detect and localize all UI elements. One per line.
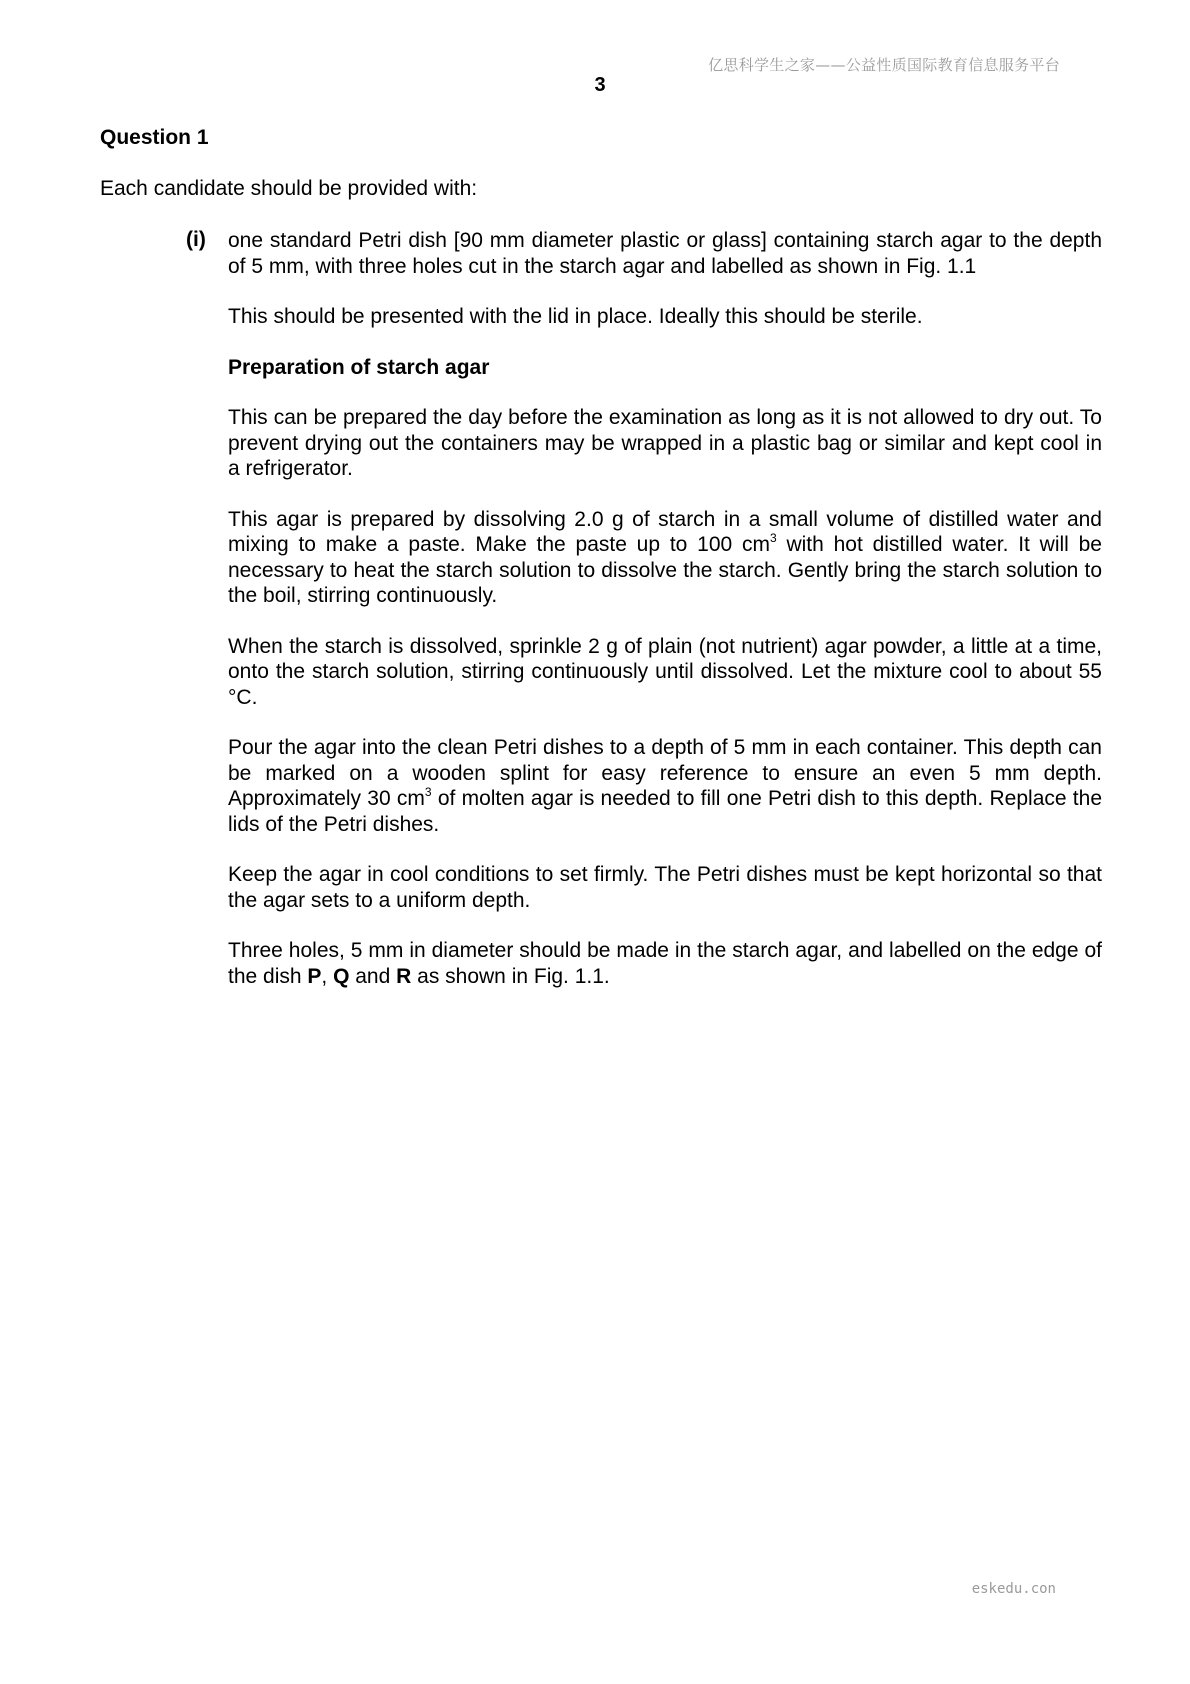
- paragraph-pour: Pour the agar into the clean Petri dishes to a depth of 5 mm in each container. This depth can be marked on a wooden splint for easy reference to ensure an even 5 mm depth. Approximately 30 $cm^3$ of molten agar is needed to fill one Petri dish to this depth. Replace the lids of the Petri dishes.: [228, 736, 1102, 836]
- paragraph-lid: This should be presented with the lid in place. Ideally this should be sterile.: [228, 305, 923, 328]
- page-number: 3: [594, 74, 606, 96]
- item-label: (i): [186, 228, 206, 251]
- question-title: Question 1: [100, 126, 209, 149]
- paragraph-dissolving: This agar is prepared by dissolving 2.0 g of starch in a small volume of distilled water and mixing to make a paste. Make the paste up to 100 $cm^3$ with hot distilled water. It will be necessary to heat the starch solution to dissolve the starch. Gently bring the starch solution to the boil, stirring continuously.: [228, 507, 1102, 607]
- watermark-top: 亿思科学生之家——公益性质国际教育信息服务平台: [708, 56, 1060, 74]
- watermark-bottom: eskedu.con: [971, 1581, 1056, 1597]
- paragraph-cool: Keep the agar in cool conditions to set firmly. The Petri dishes must be kept horizontal so that the agar sets to a uniform depth.: [228, 863, 1102, 912]
- paragraph-agar-powder: When the starch is dissolved, sprinkle 2 g of plain (not nutrient) agar powder, a little at a time, onto the starch solution, stirring continuously until dissolved. Let the mixture cool to about 55 °C.: [228, 634, 1102, 709]
- paragraph-holes: Three holes, 5 mm in diameter should be made in the starch agar, and labelled on the edge of the dish P, Q and R as shown in Fig. 1.1.: [228, 939, 1102, 988]
- intro-text: Each candidate should be provided with:: [100, 177, 478, 200]
- paragraph-petri-dish: one standard Petri dish [90 mm diameter plastic or glass] containing starch agar to the depth of 5 mm, with three holes cut in the starch agar and labelled as shown in Fig. 1.1: [228, 229, 1102, 278]
- item-body: [228, 228, 1102, 1014]
- section-heading: Preparation of starch agar: [228, 355, 490, 379]
- paragraph-preparation: This can be prepared the day before the examination as long as it is not allowed to dry out. To prevent drying out the containers may be wrapped in a plastic bag or similar and kept cool in a refrigerator.: [228, 406, 1102, 480]
